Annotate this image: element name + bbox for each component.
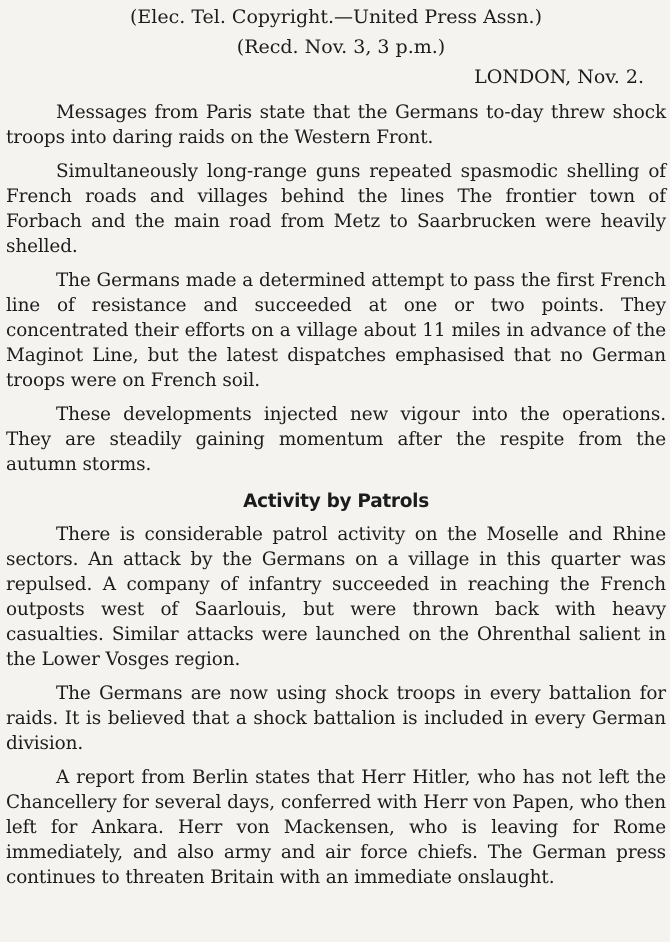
section-subheading: Activity by Patrols [243,491,429,512]
received-line: (Recd. Nov. 3, 3 p.m.) [236,36,446,58]
dateline: LONDON, Nov. 2. [474,66,644,88]
article-paragraph: These developments injected new vigour into the operations. They are steadily gaining momentum after the respite from the autumn storms. [6,404,666,475]
article-paragraph: A report from Berlin states that Herr Hitler, who has not left the Chancellery for several days, conferred with Herr von Papen, who then left for Ankara. Herr von Mackensen, who is leaving for Rome immediately, and also army and air force chiefs. The German press continues to threaten Britain with an immediate onslaught. [6,767,666,888]
article-paragraph: Messages from Paris state that the Germans to-day threw shock troops into daring raids on the Western Front. [6,102,666,148]
article-paragraph: Simultaneously long-range guns repeated spasmodic shelling of French roads and villages behind the lines The frontier town of Forbach and the main road from Metz to Saarbrucken were heavily shelled. [6,161,666,257]
article-paragraph: The Germans are now using shock troops in every battalion for raids. It is believed that a shock battalion is included in every German division. [6,683,666,754]
wire-credit: (Elec. Tel. Copyright.—United Press Assn.) [130,6,542,28]
article-paragraph: The Germans made a determined attempt to pass the first French line of resistance and succeeded at one or two points. They concentrated their efforts on a village about 11 miles in advance of the Maginot Line, but the latest dispatches emphasised that no German troops were on French soil. [6,270,666,391]
article-paragraph: There is considerable patrol activity on the Moselle and Rhine sectors. An attack by the Germans on a village in this quarter was repulsed. A company of infantry succeeded in reaching the French outposts west of Saarlouis, but were thrown back with heavy casualties. Similar attacks were launched on the Ohrenthal salient in the Lower Vosges region. [6,524,666,670]
